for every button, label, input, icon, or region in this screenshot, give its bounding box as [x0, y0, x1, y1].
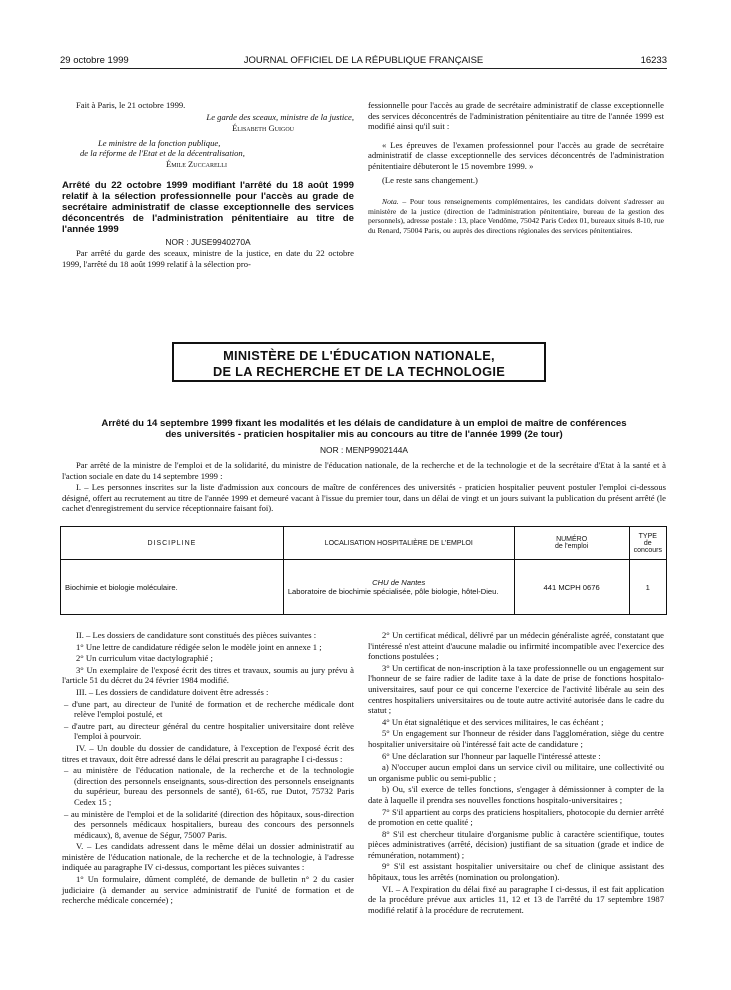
arrete-1-quote: « Les épreuves de l'examen professionnel pour l'accès au grade de secrétaire administratif de classe exceptionnelle des services déconcentrés de l'administration pénitentiaire débuteront le 15 novembre 1999. » — [368, 139, 664, 171]
cell-numero: 441 MCPH 0676 — [514, 560, 629, 615]
article-3-dash-1: – d'une part, au directeur de l'unité de formation et de recherche médicale dont relève l'emploi postulé, et — [64, 698, 354, 720]
signatory-2-name: Émile Zuccarelli — [166, 158, 227, 169]
article-5-item-4: 4° Un état signalétique et des services militaires, le cas échéant ; — [382, 716, 604, 727]
article-3-dash-2: – d'autre part, au directeur général du centre hospitalier universitaire dont relève l'emploi à pourvoir. — [64, 720, 354, 742]
article-5-item-1: 1° Un formulaire, dûment complété, de demande de bulletin n° 2 du casier judiciaire (à demander au service administratif de l'unité de formation et de recherche médicale concernée) ; — [62, 874, 354, 906]
table-row — [61, 560, 667, 615]
article-4-dash-1: – au ministère de l'éducation nationale, de la recherche et de la technologie (direction des personnels enseignants, sous-direction des personnels enseignants du supérieur, bureau des personnels de santé), 61-65, rue Dutot, 75732 Paris Cedex 15 ; — [64, 765, 354, 807]
article-5-item-2: 2° Un certificat médical, délivré par un médecin généraliste agréé, constatant que l'intéressé n'est atteint d'aucune maladie ou infirmité incompatible avec l'exercice des fonctions postulées ; — [368, 630, 664, 662]
ministry-line-1: MINISTÈRE DE L'ÉDUCATION NATIONALE, — [223, 348, 495, 363]
header-date: 29 octobre 1999 — [60, 55, 129, 66]
positions-table — [60, 526, 667, 615]
article-2-item-3: 3° Un exemplaire de l'exposé écrit des titres et travaux, soumis au jury prévu à l'article 51 du décret du 24 février 1984 modifié. — [62, 664, 354, 686]
header-numero — [514, 527, 629, 560]
article-2: II. – Les dossiers de candidature sont constitués des pièces suivantes : — [76, 630, 317, 640]
header-numero-line-1: NUMÉRO — [556, 536, 588, 543]
signatory-1-role: Le garde des sceaux, ministre de la justice, — [206, 111, 354, 122]
ministry-heading-box — [172, 342, 546, 382]
nota-text: Pour tous renseignements complémentaires, les candidats doivent s'adresser au ministère de la justice (direction de l'administration pénitentiaire, bureau de la gestion des personnels), adresse postale : 13, place Vendôme, 75042 Paris Cedex 01, bureaux situés 8-10, rue du Renard, 75004 Paris, ou auprès des directions régionales des services pénitentiaires. — [368, 197, 664, 235]
arrete-1-title: Arrêté du 22 octobre 1999 modifiant l'arrêté du 18 août 1999 relatif à la sélection professionnelle pour l'accès au grade de secrétaire administratif de classe exceptionnelle des services déconcentrés de l'administration pénitentiaire au titre de l'année 1999 — [62, 179, 354, 236]
table-header-row — [61, 527, 667, 560]
header-numero-line-2: de l'emploi — [555, 543, 589, 550]
article-5: V. – Les candidats adressent dans le même délai un dossier administratif au ministère de l'éducation nationale, de la recherche et de la technologie, à l'adresse indiquée au paragraphe IV ci-dessus, comportant les pièces suivantes : — [62, 841, 354, 873]
article-4-dash-2: – au ministère de l'emploi et de la solidarité (direction des hôpitaux, sous-direction des personnels médicaux hospitaliers, bureau des concours des personnels médicaux), 8, avenue de Ségur, 75007 Paris. — [64, 808, 354, 840]
header-rule — [60, 68, 667, 69]
cell-chu: CHU de Nantes — [372, 578, 426, 587]
bottom-right-column — [368, 630, 664, 916]
article-2-item-1: 1° Une lettre de candidature rédigée selon le modèle joint en annexe 1 ; — [76, 641, 322, 652]
arrete-1-continuation: fessionnelle pour l'accès au grade de secrétaire administratif de classe exceptionnelle des services déconcentrés de l'administration pénitentiaire au titre de l'année 1999 est modifié ainsi qu'il suit : — [368, 100, 664, 132]
arrete-1-reste: (Le reste sans changement.) — [382, 174, 478, 185]
signatory-2-role-1: Le ministre de la fonction publique, — [98, 137, 221, 148]
article-6: VI. – A l'expiration du délai fixé au paragraphe I ci-dessus, il est fait application de la procédure prévue aux articles 11, 12 et 13 de l'arrêté du 17 septembre 1987 modifié relatif à la procédure de recrutement. — [368, 883, 664, 915]
arrete-2-article-1: I. – Les personnes inscrites sur la liste d'admission aux concours de maître de conférences des universités - praticien hospitalier peuvent postuler l'emploi ci-dessous désigné, offert au recrutement au titre de l'année 1999 et demeuré vacant à l'issue du premier tour, dans un délai de vingt et un jours suivant la publication du présent arrêté (le cachet d'enregistrement du service réceptionnaire faisant foi). — [62, 482, 666, 514]
arrete-2-nor: NOR : MENP9902144A — [320, 445, 408, 455]
arrete-1-nor: NOR : JUSE9940270A — [165, 236, 251, 247]
article-5-item-6a: a) N'occuper aucun emploi dans un service civil ou militaire, une collectivité ou un organisme public ou semi-public ; — [368, 762, 664, 783]
arrete-1-intro: Par arrêté du garde des sceaux, ministre de la justice, en date du 22 octobre 1999, l'arrêté du 18 août 1999 relatif à la sélection pro- — [62, 248, 354, 269]
article-5-item-5: 5° Un engagement sur l'honneur de résider dans l'agglomération, siège du centre hospitalier universitaire où l'intéressé fait acte de candidature ; — [368, 728, 664, 749]
arrete-2-title — [64, 418, 664, 440]
article-5-item-6b: b) Ou, s'il exerce de telles fonctions, s'engager à démissionner à compter de la date à laquelle il prendra ses nouvelles fonctions hospitalo-universitaires ; — [368, 784, 664, 805]
article-3: III. – Les dossiers de candidature doivent être adressés : — [76, 686, 269, 697]
header-type — [629, 527, 666, 560]
article-5-item-9: 9° S'il est assistant hospitalier universitaire ou chef de clinique assistant des hôpitaux, tous les arrêtés (nomination ou prolongation). — [368, 861, 664, 883]
article-5-item-3: 3° Un certificat de non-inscription à la taxe professionnelle ou un engagement sur l'honneur de se faire radier de ladite taxe à la date de prise de fonctions hospitalo-universitaires, sauf pour ce qui concerne l'exercice de l'activité libérale au sein des centres hospitaliers universitaires ou de toute autre activité autorisée dans le cadre du statut ; — [368, 662, 664, 716]
cell-localisation — [283, 560, 514, 615]
article-2-item-2: 2° Un curriculum vitae dactylographié ; — [76, 653, 213, 664]
bottom-left-column — [62, 630, 354, 907]
cell-discipline: Biochimie et biologie moléculaire. — [61, 560, 284, 615]
ministry-line-2: DE LA RECHERCHE ET DE LA TECHNOLOGIE — [212, 364, 506, 379]
article-5-item-6: 6° Une déclaration sur l'honneur par laquelle l'intéressé atteste : — [382, 750, 601, 761]
cell-type: 1 — [629, 560, 666, 615]
header-journal: JOURNAL OFFICIEL DE LA RÉPUBLIQUE FRANÇAISE — [243, 55, 484, 66]
header-type-line-1: TYPE — [638, 532, 657, 540]
signatory-2-role-2: de la réforme de l'Etat et de la décentralisation, — [80, 148, 245, 159]
article-5-item-7: 7° S'il appartient au corps des praticiens hospitaliers, photocopie du dernier arrêté de promotion en cette qualité ; — [368, 806, 664, 828]
top-left-column — [62, 100, 354, 270]
header-type-line-2: de concours — [633, 539, 662, 554]
signatory-1-name: Élisabeth Guigou — [232, 123, 294, 134]
header-discipline: DISCIPLINE — [61, 527, 284, 560]
arrete-2-title-line-2: des universités - praticien hospitalier mis au concours au titre de l'année 1999 (2e tour) — [165, 429, 563, 440]
header-page-number: 16233 — [640, 55, 667, 66]
arrete-2-title-line-1: Arrêté du 14 septembre 1999 fixant les modalités et les délais de candidature à un emploi de maître de conférences — [101, 418, 627, 429]
header-localisation: LOCALISATION HOSPITALIÈRE DE L'EMPLOI — [283, 527, 514, 560]
cell-laboratoire: Laboratoire de biochimie spécialisée, pôle biologie, hôtel-Dieu. — [287, 587, 499, 596]
arrete-1-nota — [368, 197, 664, 235]
arrete-2-intro-block — [62, 460, 666, 515]
article-5-item-8: 8° S'il est chercheur titulaire d'organisme public à caractère scientifique, toutes pièces administratives (arrêté, décision) justifiant de sa situation (grade et indice de rémunération, notamment) ; — [368, 828, 664, 860]
fait-a-paris: Fait à Paris, le 21 octobre 1999. — [76, 100, 186, 110]
article-4: IV. – Un double du dossier de candidature, à l'exception de l'exposé écrit des titres et travaux, doit être adressé dans le délai prescrit au paragraphe I ci-dessus : — [62, 742, 354, 764]
arrete-2-intro: Par arrêté de la ministre de l'emploi et de la solidarité, du ministre de l'éducation nationale, de la recherche et de la technologie et de la secrétaire d'Etat à la santé et à l'action sociale en date du 14 septembre 1999 : — [62, 460, 666, 481]
nota-label: Nota. – — [382, 197, 407, 207]
top-right-column — [368, 100, 664, 237]
